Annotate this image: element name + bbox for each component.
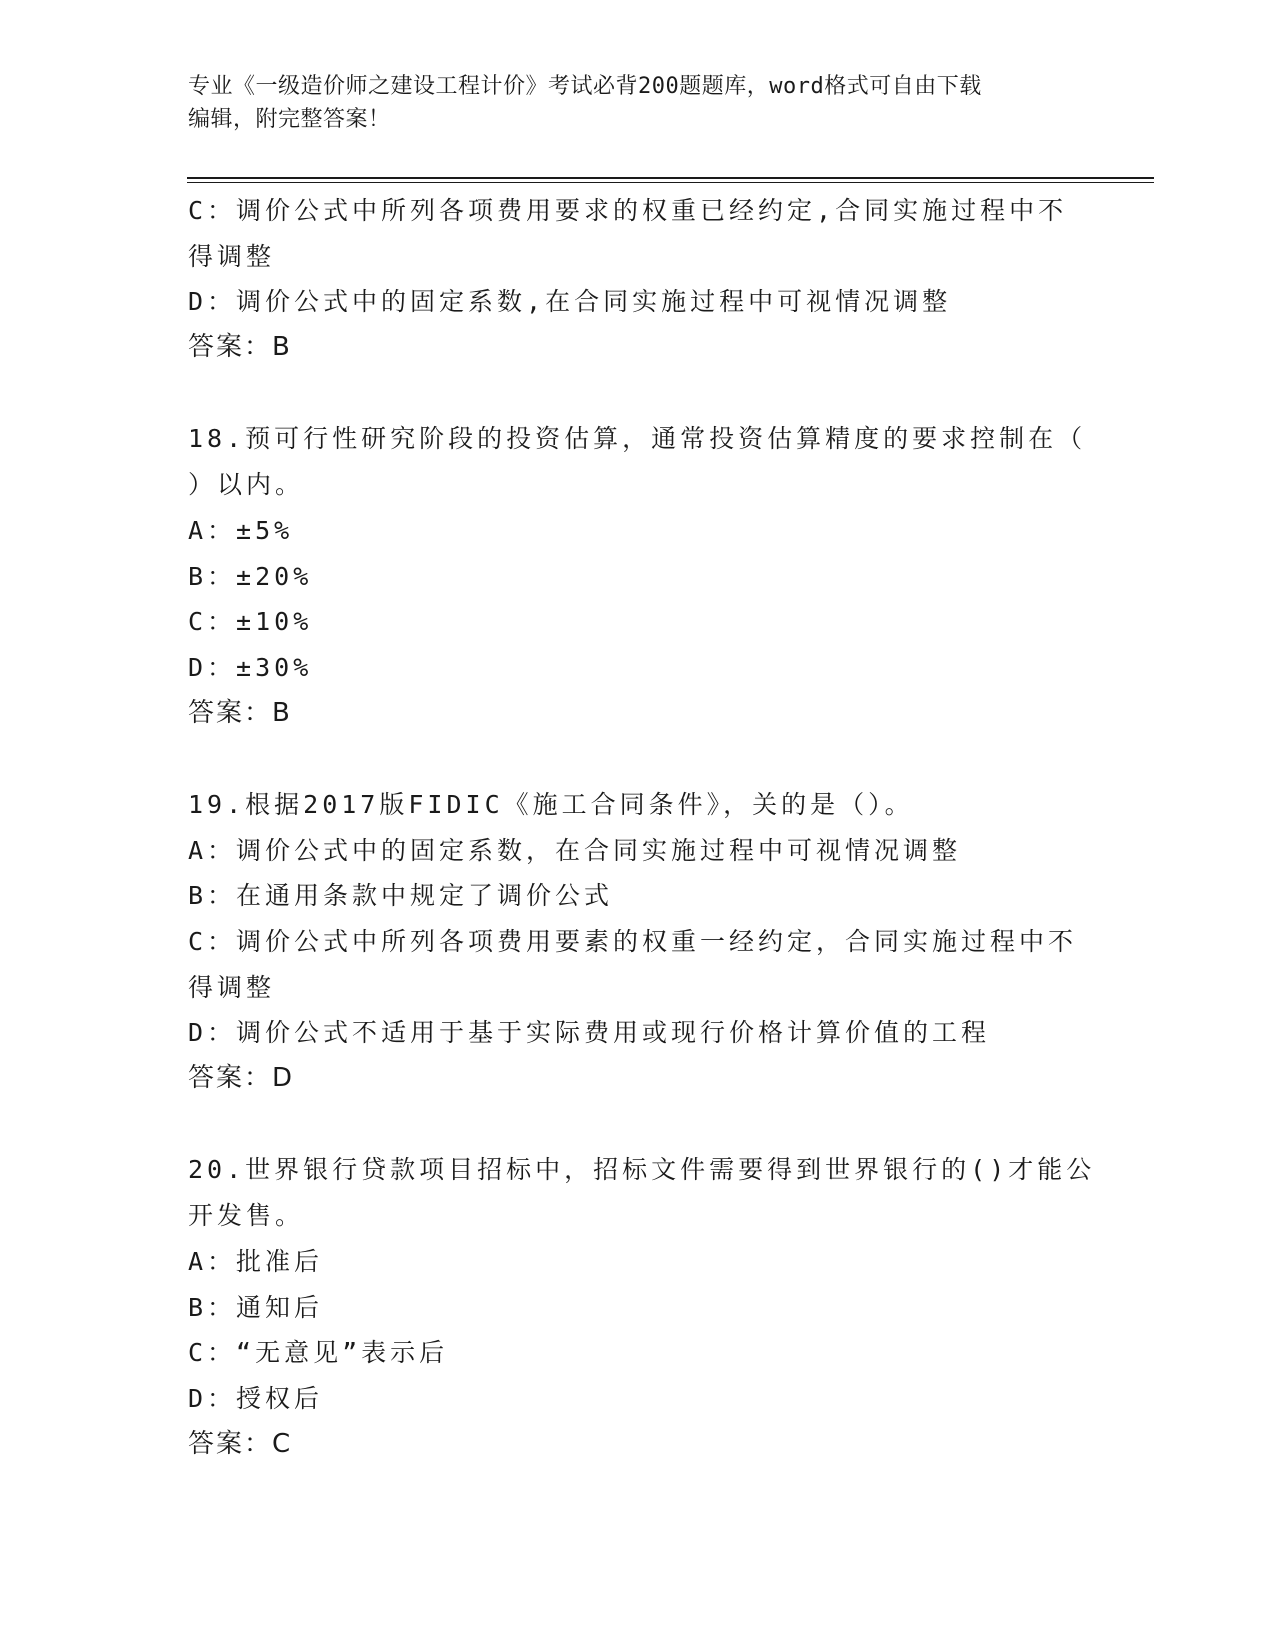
option-c: C：“无意见”表示后 — [188, 1338, 449, 1368]
answer: 答案：B — [188, 332, 292, 363]
option-c-continued: 得调整 — [188, 972, 276, 1002]
question-stem-continued: 开发售。 — [188, 1201, 305, 1231]
header-divider-thin — [187, 182, 1154, 183]
header-line-2: 编辑，附完整答案！ — [188, 107, 391, 132]
answer: 答案：C — [188, 1428, 293, 1459]
spacer — [188, 1102, 1088, 1148]
question-stem: 18.预可行性研究阶段的投资估算，通常投资估算精度的要求控制在（ — [188, 424, 1087, 454]
question-17-tail — [188, 188, 1088, 371]
spacer — [188, 736, 1088, 782]
option-d: D：授权后 — [188, 1383, 324, 1413]
answer: 答案：B — [188, 697, 292, 728]
question-18 — [188, 416, 1088, 736]
option-d: D：调价公式不适用于基于实际费用或现行价格计算价值的工程 — [188, 1018, 991, 1048]
option-a: A：调价公式中的固定系数，在合同实施过程中可视情况调整 — [188, 835, 962, 865]
option-b: B：通知后 — [188, 1292, 324, 1322]
option-a: A：±5% — [188, 515, 294, 545]
option-c-continued: 得调整 — [188, 241, 276, 271]
option-b: B：±20% — [188, 561, 313, 591]
question-20 — [188, 1147, 1096, 1467]
answer: 答案：D — [188, 1063, 295, 1094]
question-stem-continued: ）以内。 — [188, 470, 305, 500]
question-19 — [188, 782, 1088, 1102]
header-line-1: 专业《一级造价师之建设工程计价》考试必背200题题库，word格式可自由下载 — [188, 74, 982, 99]
header-divider-thick — [187, 177, 1154, 179]
option-c: C：调价公式中所列各项费用要素的权重一经约定，合同实施过程中不 — [188, 927, 1078, 956]
option-c: C：±10% — [188, 607, 313, 637]
document-header — [188, 70, 1088, 136]
option-d: D：调价公式中的固定系数,在合同实施过程中可视情况调整 — [188, 287, 952, 317]
question-stem: 20.世界银行贷款项目招标中，招标文件需要得到世界银行的()才能公 — [188, 1155, 1096, 1185]
option-b: B：在通用条款中规定了调价公式 — [188, 881, 614, 911]
option-c: C：调价公式中所列各项费用要求的权重已经约定,合同实施过程中不 — [188, 196, 1068, 225]
option-a: A：批准后 — [188, 1246, 324, 1276]
option-d: D：±30% — [188, 652, 313, 682]
question-stem: 19.根据2017版FIDIC《施工合同条件》，关的是（）。 — [188, 789, 914, 819]
question-list — [188, 188, 1096, 1467]
spacer — [188, 371, 1088, 417]
